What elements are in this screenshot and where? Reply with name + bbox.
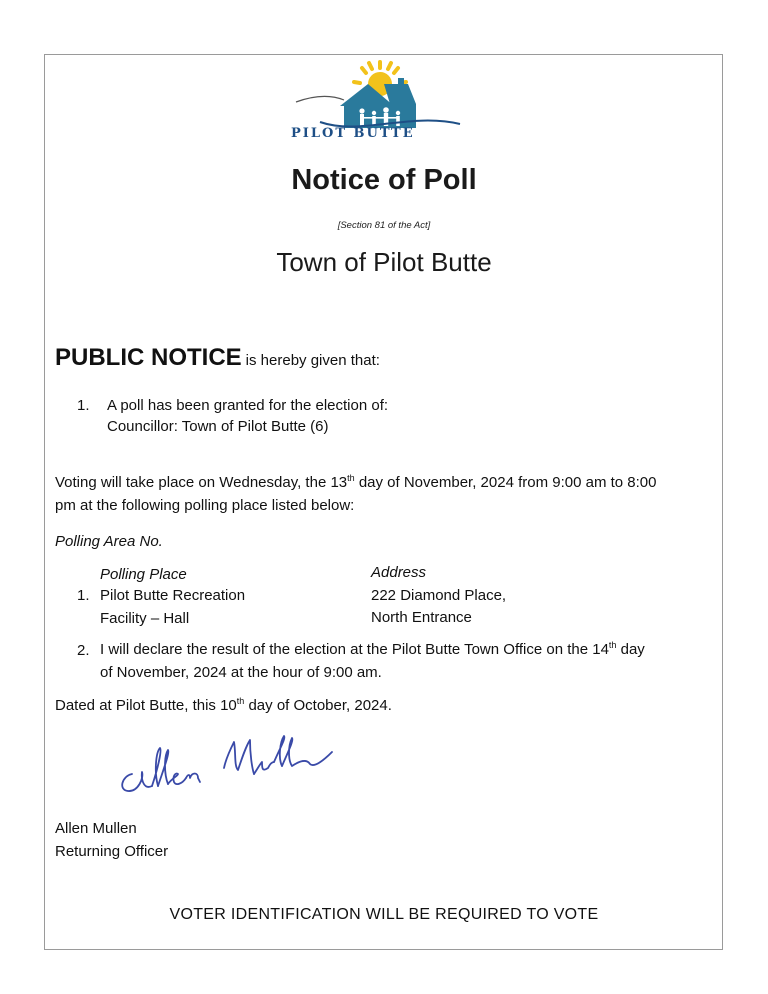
voting-line-2: pm at the following polling place listed below: xyxy=(55,497,355,514)
item-number-2: 2. xyxy=(77,642,90,659)
address-line-1: 222 Diamond Place, xyxy=(371,587,507,604)
dated-line: Dated at Pilot Butte, this 10th day of October, 2024. xyxy=(55,696,392,714)
public-notice-rest: is hereby given that: xyxy=(245,352,380,369)
public-notice-heading xyxy=(55,344,380,372)
item-number-1: 1. xyxy=(77,397,90,414)
address-header: Address xyxy=(371,564,427,581)
polling-place-header: Polling Place xyxy=(100,566,187,583)
declaration-line-1: I will declare the result of the election at the Pilot Butte Town Office on the 14th day xyxy=(100,640,645,658)
officer-name: Allen Mullen xyxy=(55,820,137,837)
signature-image xyxy=(112,728,342,800)
act-reference: [Section 81 of the Act] xyxy=(337,220,431,231)
voter-id-requirement: VOTER IDENTIFICATION WILL BE REQUIRED TO VOTE xyxy=(169,906,599,923)
address-line-2: North Entrance xyxy=(371,609,472,626)
logo-text: PILOT BUTTE xyxy=(291,126,415,141)
polling-place-line-1: Pilot Butte Recreation xyxy=(100,587,246,604)
officer-title: Returning Officer xyxy=(55,843,169,860)
declaration-line-2: of November, 2024 at the hour of 9:00 am. xyxy=(100,664,382,681)
councillor-line: Councillor: Town of Pilot Butte (6) xyxy=(107,418,329,435)
municipality-name: Town of Pilot Butte xyxy=(276,247,492,277)
polling-row-number: 1. xyxy=(77,587,90,604)
polling-place-line-2: Facility – Hall xyxy=(100,610,190,627)
swoosh-line xyxy=(296,97,344,103)
page-title: Notice of Poll xyxy=(291,164,477,196)
poll-granted-line: A poll has been granted for the election of: xyxy=(107,397,389,414)
voting-line-1: Voting will take place on Wednesday, the 13th day of November, 2024 from 9:00 am to 8:00 xyxy=(55,473,657,491)
public-notice-lead: PUBLIC NOTICE xyxy=(55,344,242,371)
polling-area-label: Polling Area No. xyxy=(55,533,163,550)
